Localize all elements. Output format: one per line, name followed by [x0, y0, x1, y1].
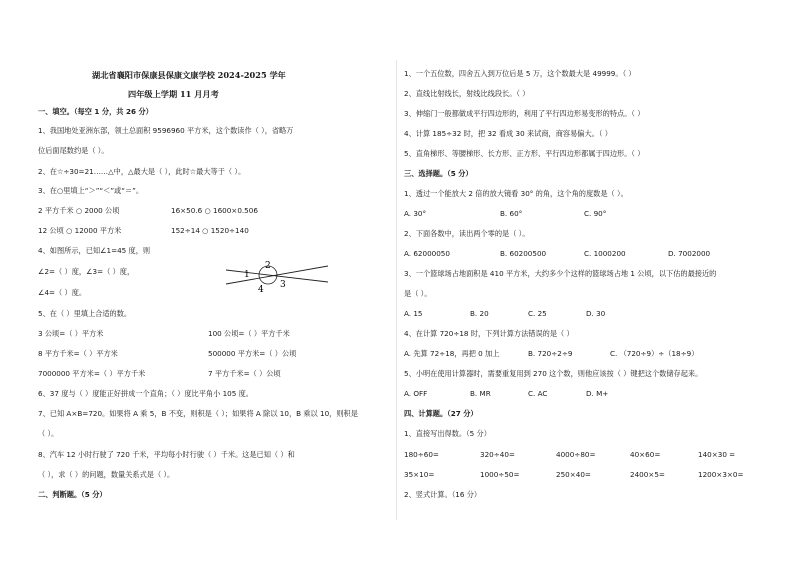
option: D. M+ [586, 389, 609, 398]
option: B. 60200500 [500, 249, 547, 258]
option: C. 90° [584, 209, 607, 218]
angle-label-2: 2 [265, 261, 271, 271]
choice-2: 2、下面各数中，读出两个零的是（ ）。 [404, 229, 530, 238]
choice-5-options [404, 389, 774, 399]
calc-item: 320÷40= [480, 450, 515, 459]
calc-item: 1200×3×0= [698, 470, 744, 479]
calc-item: 140×30 = [698, 450, 736, 459]
option: B. 720÷2÷9 [528, 349, 573, 358]
option: C. （720÷9）÷（18÷9） [610, 349, 699, 358]
question-3: 3、在○里填上“＞”“＜”或“＝”。 [38, 186, 144, 195]
compare-row-2 [38, 226, 408, 236]
question-4-line3: ∠4=（ ）度。 [38, 288, 87, 297]
option: A. 30° [404, 209, 427, 218]
unit-item: 500000 平方米=（ ）公顷 [208, 349, 297, 358]
choice-4-options [404, 349, 774, 359]
calc-item: 4000÷80= [556, 450, 596, 459]
judge-3: 3、伸缩门一般都做成平行四边形的，利用了平行四边形易变形的特点。（ ） [404, 109, 645, 118]
question-8-line1: 8、汽车 12 小时行驶了 720 千米，平均每小时行驶（ ）千米。这是已知（ ）和 [38, 450, 295, 459]
calc-row-2 [404, 470, 774, 480]
section-calc-heading: 四、计算题。（27 分） [404, 409, 478, 418]
compare-row-1 [38, 206, 408, 216]
option: B. MR [470, 389, 491, 398]
calc-item: 1000÷50= [480, 470, 520, 479]
option: B. 60° [500, 209, 523, 218]
unit-item: 7 平方千米=（ ）公顷 [208, 369, 281, 378]
question-4-line1: 4、如图所示，已知∠1=45 度，则 [38, 246, 151, 255]
question-7-line1: 7、已知 A×B=720。如果将 A 乘 5，B 不变，则积是（ ）；如果将 A 除以 10，B 乘以 10，则积是 [38, 409, 358, 418]
compare-item: 12 公顷 ○ 12000 平方米 [38, 226, 122, 235]
compare-item: 2 平方千米 ○ 2000 公顷 [38, 206, 120, 215]
exam-title-line1: 湖北省襄阳市保康县保康文康学校 2024-2025 学年 [92, 70, 286, 80]
angle-label-4: 4 [258, 285, 264, 295]
angle-figure [224, 252, 330, 296]
section-fill-in-heading: 一、填空。（每空 1 分，共 26 分） [38, 107, 153, 116]
choice-3-line1: 3、一个篮球场占地面积是 410 平方米，大约多少个这样的篮球场占地 1 公顷，以下估的最接近的 [404, 269, 717, 278]
option: A. 62000050 [404, 249, 450, 258]
option: A. 先算 72÷18，再把 0 加上 [404, 349, 500, 358]
question-1-line2: 位后面尾数约是（ ）。 [38, 146, 109, 155]
choice-4: 4、在计算 720÷18 时，下列计算方法错误的是（ ） [404, 329, 574, 338]
unit-item: 7000000 平方米=（ ）平方千米 [38, 369, 146, 378]
choice-3-options [404, 309, 774, 319]
option: C. 1000200 [584, 249, 626, 258]
calc-item: 40×60= [630, 450, 661, 459]
option: A. OFF [404, 389, 428, 398]
angle-label-3: 3 [280, 280, 286, 290]
calc-item: 180÷60= [404, 450, 439, 459]
option: C. AC [528, 389, 548, 398]
unit-row-3 [38, 369, 408, 379]
compare-item: 16×50.6 ○ 1600×0.506 [171, 206, 258, 215]
choice-1: 1、透过一个能放大 2 倍的放大镜看 30° 的角，这个角的度数是（ ）。 [404, 189, 628, 198]
judge-4: 4、计算 185÷32 时，把 32 看成 30 来试商，商容易偏大。（ ） [404, 129, 612, 138]
unit-row-2 [38, 349, 408, 359]
question-7-line2: （ ）。 [38, 429, 59, 438]
section-judge-heading: 二、判断题。（5 分） [38, 490, 107, 499]
choice-2-options [404, 249, 774, 259]
calc-1: 1、直接写出得数。（5 分） [404, 429, 491, 438]
option: B. 20 [470, 309, 489, 318]
question-1-line1: 1、我国地处亚洲东部，领土总面积 9596960 平方米，这个数读作（ ），省略万 [38, 126, 294, 135]
exam-title-line2: 四年级上学期 11 月月考 [128, 89, 219, 99]
right-column [404, 0, 779, 562]
left-column [38, 0, 413, 562]
option: D. 7002000 [668, 249, 711, 258]
judge-1: 1、一个五位数，四舍五入到万位后是 5 万，这个数最大是 49999。（ ） [404, 69, 636, 78]
calc-2: 2、竖式计算。（16 分） [404, 490, 482, 499]
choice-5: 5、小明在使用计算器时，需要重复用到 270 这个数，则他应该按（ ）键把这个数储存起来。 [404, 369, 703, 378]
calc-item: 250×40= [556, 470, 591, 479]
option: A. 15 [404, 309, 423, 318]
choice-3-line2: 是（ ）。 [404, 289, 432, 298]
unit-item: 3 公顷=（ ）平方米 [38, 329, 104, 338]
calc-item: 2400×5= [630, 470, 665, 479]
judge-2: 2、直线比射线长，射线比线段长。（ ） [404, 89, 530, 98]
option: D. 30 [586, 309, 606, 318]
question-8-line2: （ ），求（ ）的问题，数量关系式是（ ）。 [38, 470, 175, 479]
question-2: 2、在☆÷30=21……△中，△最大是（ ），此时☆最大等于（ ）。 [38, 167, 246, 176]
unit-row-1 [38, 329, 408, 339]
unit-item: 8 平方千米=（ ）平方米 [38, 349, 118, 358]
option: C. 25 [528, 309, 547, 318]
calc-row-1 [404, 450, 774, 460]
judge-5: 5、直角梯形、等腰梯形、长方形、正方形、平行四边形都属于四边形。（ ） [404, 149, 645, 158]
question-4-line2: ∠2=（ ）度，∠3=（ ）度， [38, 267, 135, 276]
compare-item: 152÷14 ○ 1520÷140 [171, 226, 249, 235]
question-5: 5、在（ ）里填上合适的数。 [38, 309, 132, 318]
angle-label-1: 1 [244, 270, 250, 280]
unit-item: 100 公顷=（ ）平方千米 [208, 329, 290, 338]
question-6: 6、37 度与（ ）度能正好拼成一个直角；（ ）度比平角小 105 度。 [38, 389, 253, 398]
choice-1-options [404, 209, 774, 219]
section-choice-heading: 三、选择题。（5 分） [404, 169, 473, 178]
calc-item: 35×10= [404, 470, 435, 479]
